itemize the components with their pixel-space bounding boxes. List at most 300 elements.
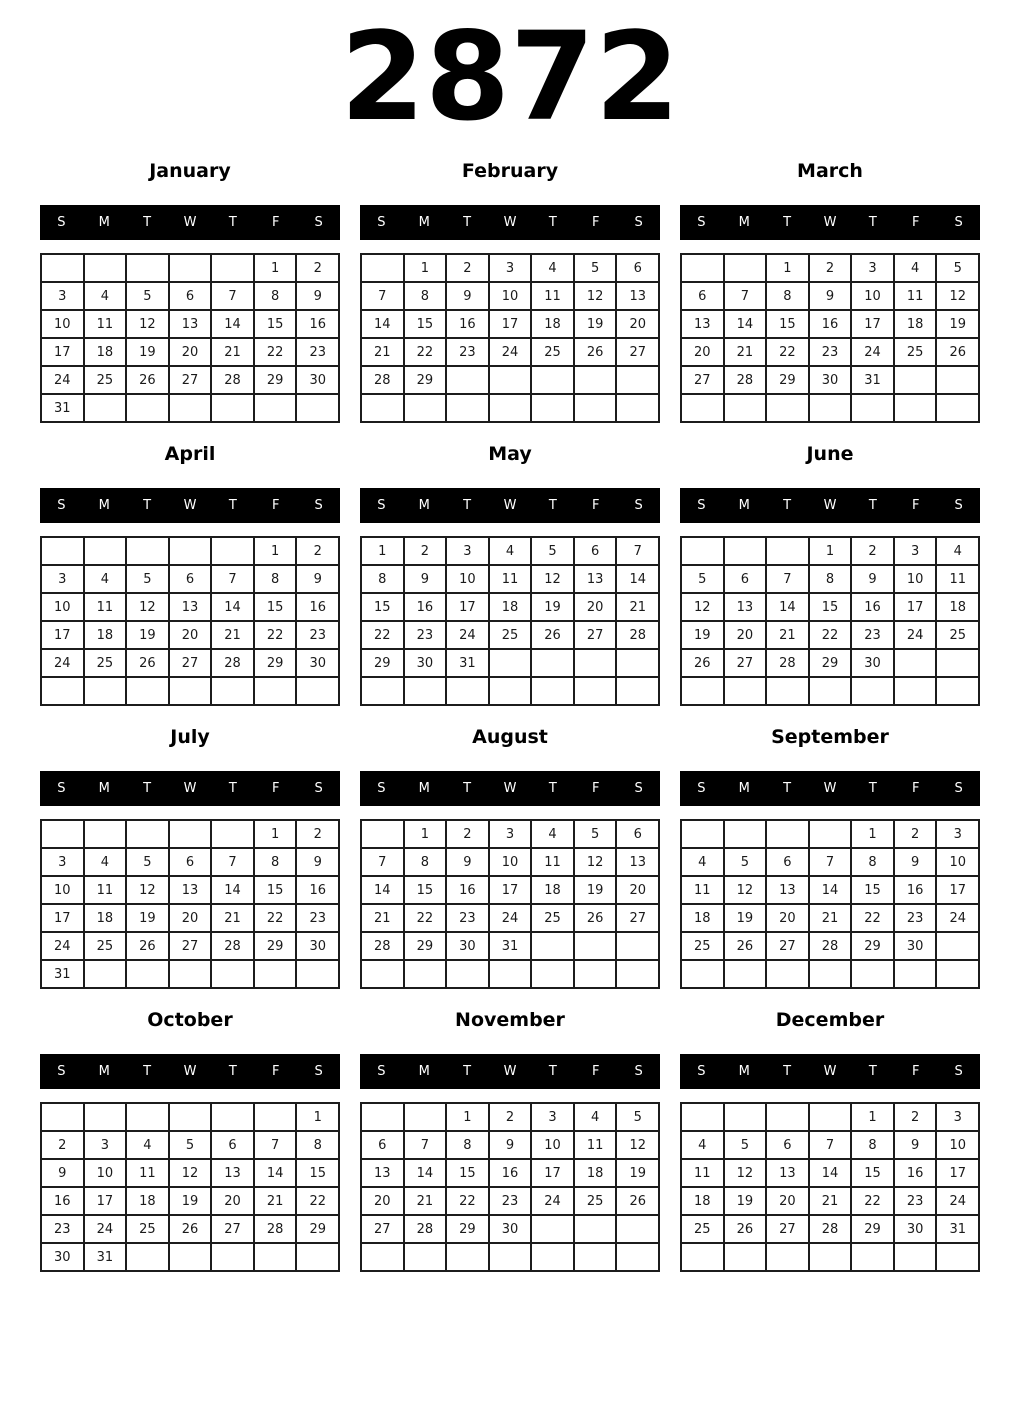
day-cell: 5 (937, 255, 978, 281)
day-cell: 12 (725, 1160, 766, 1186)
day-cell: 17 (532, 1160, 573, 1186)
day-cell: 16 (297, 311, 338, 337)
weekday-label: M (98, 498, 110, 513)
day-cell: 8 (767, 283, 808, 309)
empty-cell (767, 678, 808, 704)
day-cell: 2 (447, 821, 488, 847)
day-cell: 23 (490, 1188, 531, 1214)
day-cell: 10 (85, 1160, 126, 1186)
day-cell: 22 (255, 905, 296, 931)
weekday-label: F (911, 781, 920, 796)
day-cell: 22 (255, 622, 296, 648)
empty-cell (575, 650, 616, 676)
day-cell: 9 (490, 1132, 531, 1158)
weekday-label: T (463, 1064, 472, 1079)
empty-cell (85, 255, 126, 281)
day-cell: 8 (255, 849, 296, 875)
day-cell: 14 (405, 1160, 446, 1186)
weekday-label: S (634, 1064, 643, 1079)
day-cell: 15 (297, 1160, 338, 1186)
day-cell: 5 (575, 821, 616, 847)
day-cell: 14 (212, 311, 253, 337)
day-cell: 20 (362, 1188, 403, 1214)
empty-cell (682, 255, 723, 281)
empty-cell (682, 1244, 723, 1270)
empty-cell (170, 1104, 211, 1130)
month-grid (360, 253, 660, 423)
weekday-label: F (591, 215, 600, 230)
day-cell: 8 (447, 1132, 488, 1158)
day-cell: 15 (767, 311, 808, 337)
empty-cell (85, 395, 126, 421)
day-cell: 6 (617, 821, 658, 847)
empty-cell (617, 1244, 658, 1270)
weekday-label: S (57, 1064, 66, 1079)
weekday-label: M (418, 1064, 430, 1079)
month-title: April (164, 443, 216, 465)
empty-cell (297, 678, 338, 704)
day-cell: 23 (297, 339, 338, 365)
day-cell: 4 (85, 283, 126, 309)
weekday-label: M (418, 781, 430, 796)
day-cell: 14 (725, 311, 766, 337)
day-cell: 6 (170, 849, 211, 875)
empty-cell (767, 961, 808, 987)
day-cell: 5 (170, 1132, 211, 1158)
day-cell: 7 (405, 1132, 446, 1158)
day-cell: 9 (297, 566, 338, 592)
empty-cell (490, 650, 531, 676)
day-cell: 3 (85, 1132, 126, 1158)
weekday-label: T (143, 1064, 152, 1079)
day-cell: 18 (85, 339, 126, 365)
day-cell: 13 (682, 311, 723, 337)
empty-cell (937, 1244, 978, 1270)
day-cell: 9 (42, 1160, 83, 1186)
empty-cell (767, 821, 808, 847)
empty-cell (127, 961, 168, 987)
day-cell: 7 (212, 283, 253, 309)
day-cell: 29 (447, 1216, 488, 1242)
day-cell: 2 (895, 821, 936, 847)
day-cell: 31 (42, 395, 83, 421)
day-cell: 28 (725, 367, 766, 393)
day-cell: 22 (362, 622, 403, 648)
weekday-header (40, 771, 340, 806)
weekday-label: F (591, 498, 600, 513)
empty-cell (725, 538, 766, 564)
day-cell: 29 (405, 367, 446, 393)
empty-cell (852, 678, 893, 704)
empty-cell (212, 1104, 253, 1130)
day-cell: 26 (575, 339, 616, 365)
empty-cell (405, 395, 446, 421)
month-title: May (488, 443, 532, 465)
day-cell: 3 (490, 821, 531, 847)
weekday-label: S (377, 498, 386, 513)
empty-cell (810, 1104, 851, 1130)
weekday-label: S (377, 215, 386, 230)
weekday-label: S (697, 781, 706, 796)
day-cell: 19 (127, 905, 168, 931)
empty-cell (617, 678, 658, 704)
day-cell: 24 (937, 1188, 978, 1214)
day-cell: 11 (532, 849, 573, 875)
day-cell: 27 (212, 1216, 253, 1242)
day-cell: 7 (810, 849, 851, 875)
month-title: March (797, 160, 863, 182)
empty-cell (617, 961, 658, 987)
weekday-label: S (57, 215, 66, 230)
empty-cell (405, 961, 446, 987)
day-cell: 29 (255, 933, 296, 959)
weekday-header (40, 205, 340, 240)
day-cell: 20 (767, 1188, 808, 1214)
empty-cell (575, 1216, 616, 1242)
day-cell: 15 (255, 311, 296, 337)
months-grid (0, 140, 1020, 1272)
empty-cell (127, 538, 168, 564)
weekday-label: T (783, 498, 792, 513)
empty-cell (255, 961, 296, 987)
empty-cell (127, 678, 168, 704)
weekday-label: M (738, 215, 750, 230)
day-cell: 7 (810, 1132, 851, 1158)
month-block (360, 989, 660, 1272)
weekday-label: T (143, 215, 152, 230)
empty-cell (937, 933, 978, 959)
day-cell: 9 (447, 849, 488, 875)
empty-cell (490, 395, 531, 421)
weekday-label: W (823, 1064, 837, 1079)
day-cell: 25 (895, 339, 936, 365)
empty-cell (490, 961, 531, 987)
weekday-label: T (548, 215, 557, 230)
empty-cell (895, 367, 936, 393)
day-cell: 22 (405, 905, 446, 931)
day-cell: 17 (42, 622, 83, 648)
empty-cell (575, 367, 616, 393)
day-cell: 12 (127, 594, 168, 620)
day-cell: 25 (532, 339, 573, 365)
day-cell: 18 (85, 622, 126, 648)
day-cell: 23 (405, 622, 446, 648)
empty-cell (575, 678, 616, 704)
day-cell: 8 (297, 1132, 338, 1158)
empty-cell (617, 1216, 658, 1242)
day-cell: 30 (447, 933, 488, 959)
day-cell: 12 (575, 283, 616, 309)
day-cell: 13 (170, 877, 211, 903)
day-cell: 31 (490, 933, 531, 959)
day-cell: 19 (575, 877, 616, 903)
day-cell: 25 (532, 905, 573, 931)
empty-cell (852, 961, 893, 987)
day-cell: 7 (767, 566, 808, 592)
day-cell: 24 (42, 650, 83, 676)
day-cell: 28 (810, 1216, 851, 1242)
empty-cell (725, 1244, 766, 1270)
day-cell: 16 (447, 311, 488, 337)
empty-cell (617, 395, 658, 421)
weekday-label: T (463, 781, 472, 796)
day-cell: 24 (42, 367, 83, 393)
weekday-label: T (868, 1064, 877, 1079)
day-cell: 22 (852, 905, 893, 931)
weekday-label: T (783, 1064, 792, 1079)
day-cell: 14 (362, 311, 403, 337)
day-cell: 13 (767, 1160, 808, 1186)
day-cell: 17 (447, 594, 488, 620)
day-cell: 24 (937, 905, 978, 931)
day-cell: 3 (42, 849, 83, 875)
weekday-label: M (98, 215, 110, 230)
day-cell: 17 (852, 311, 893, 337)
day-cell: 11 (682, 1160, 723, 1186)
day-cell: 2 (895, 1104, 936, 1130)
day-cell: 2 (297, 538, 338, 564)
day-cell: 8 (852, 1132, 893, 1158)
month-grid (40, 819, 340, 989)
weekday-label: S (954, 781, 963, 796)
weekday-label: W (503, 1064, 517, 1079)
day-cell: 21 (617, 594, 658, 620)
day-cell: 26 (617, 1188, 658, 1214)
day-cell: 27 (767, 933, 808, 959)
month-title: February (461, 160, 559, 182)
day-cell: 6 (170, 283, 211, 309)
day-cell: 16 (297, 877, 338, 903)
month-title: July (170, 726, 210, 748)
day-cell: 17 (937, 1160, 978, 1186)
day-cell: 6 (212, 1132, 253, 1158)
day-cell: 25 (85, 933, 126, 959)
weekday-label: W (183, 1064, 197, 1079)
day-cell: 11 (85, 877, 126, 903)
day-cell: 21 (212, 905, 253, 931)
weekday-header (40, 1054, 340, 1089)
day-cell: 14 (362, 877, 403, 903)
month-block (680, 140, 980, 423)
empty-cell (447, 395, 488, 421)
empty-cell (725, 821, 766, 847)
day-cell: 11 (937, 566, 978, 592)
month-title: June (806, 443, 854, 465)
empty-cell (490, 1244, 531, 1270)
weekday-label: S (314, 215, 323, 230)
day-cell: 6 (767, 849, 808, 875)
day-cell: 5 (575, 255, 616, 281)
empty-cell (725, 395, 766, 421)
day-cell: 3 (937, 821, 978, 847)
weekday-label: W (183, 781, 197, 796)
empty-cell (810, 678, 851, 704)
empty-cell (682, 1104, 723, 1130)
day-cell: 2 (42, 1132, 83, 1158)
day-cell: 30 (297, 367, 338, 393)
day-cell: 12 (127, 311, 168, 337)
day-cell: 28 (212, 933, 253, 959)
day-cell: 1 (255, 821, 296, 847)
day-cell: 4 (490, 538, 531, 564)
day-cell: 24 (852, 339, 893, 365)
weekday-label: F (591, 781, 600, 796)
empty-cell (170, 1244, 211, 1270)
day-cell: 26 (575, 905, 616, 931)
empty-cell (810, 821, 851, 847)
day-cell: 30 (297, 933, 338, 959)
day-cell: 10 (532, 1132, 573, 1158)
day-cell: 6 (682, 283, 723, 309)
empty-cell (447, 961, 488, 987)
day-cell: 23 (447, 339, 488, 365)
day-cell: 17 (895, 594, 936, 620)
month-block (360, 423, 660, 706)
day-cell: 5 (532, 538, 573, 564)
day-cell: 3 (937, 1104, 978, 1130)
month-title: October (147, 1009, 233, 1031)
empty-cell (85, 678, 126, 704)
day-cell: 27 (575, 622, 616, 648)
day-cell: 23 (810, 339, 851, 365)
weekday-label: S (634, 498, 643, 513)
month-grid (680, 1102, 980, 1272)
day-cell: 27 (725, 650, 766, 676)
month-block (360, 140, 660, 423)
day-cell: 14 (617, 566, 658, 592)
day-cell: 29 (810, 650, 851, 676)
weekday-label: M (98, 781, 110, 796)
empty-cell (212, 961, 253, 987)
day-cell: 10 (852, 283, 893, 309)
day-cell: 13 (362, 1160, 403, 1186)
day-cell: 14 (255, 1160, 296, 1186)
empty-cell (725, 255, 766, 281)
empty-cell (170, 255, 211, 281)
day-cell: 4 (127, 1132, 168, 1158)
weekday-label: T (548, 498, 557, 513)
day-cell: 6 (617, 255, 658, 281)
empty-cell (725, 678, 766, 704)
day-cell: 12 (575, 849, 616, 875)
day-cell: 5 (725, 849, 766, 875)
day-cell: 27 (767, 1216, 808, 1242)
empty-cell (895, 1244, 936, 1270)
day-cell: 14 (810, 877, 851, 903)
day-cell: 5 (725, 1132, 766, 1158)
day-cell: 29 (852, 1216, 893, 1242)
day-cell: 19 (127, 622, 168, 648)
day-cell: 26 (127, 933, 168, 959)
day-cell: 20 (575, 594, 616, 620)
weekday-label: M (98, 1064, 110, 1079)
day-cell: 5 (682, 566, 723, 592)
empty-cell (212, 821, 253, 847)
empty-cell (532, 395, 573, 421)
day-cell: 12 (725, 877, 766, 903)
day-cell: 11 (682, 877, 723, 903)
empty-cell (617, 650, 658, 676)
empty-cell (767, 395, 808, 421)
day-cell: 18 (682, 1188, 723, 1214)
day-cell: 27 (170, 933, 211, 959)
day-cell: 17 (490, 877, 531, 903)
weekday-label: S (57, 781, 66, 796)
day-cell: 1 (810, 538, 851, 564)
empty-cell (255, 395, 296, 421)
day-cell: 22 (297, 1188, 338, 1214)
weekday-label: W (183, 215, 197, 230)
day-cell: 9 (297, 849, 338, 875)
day-cell: 15 (405, 877, 446, 903)
day-cell: 12 (937, 283, 978, 309)
day-cell: 13 (617, 849, 658, 875)
day-cell: 22 (852, 1188, 893, 1214)
day-cell: 18 (127, 1188, 168, 1214)
month-grid (680, 536, 980, 706)
day-cell: 22 (767, 339, 808, 365)
day-cell: 30 (895, 1216, 936, 1242)
day-cell: 1 (362, 538, 403, 564)
day-cell: 30 (490, 1216, 531, 1242)
day-cell: 21 (362, 339, 403, 365)
weekday-label: F (271, 781, 280, 796)
day-cell: 7 (617, 538, 658, 564)
empty-cell (170, 538, 211, 564)
day-cell: 2 (490, 1104, 531, 1130)
day-cell: 21 (212, 622, 253, 648)
day-cell: 25 (682, 1216, 723, 1242)
empty-cell (767, 1244, 808, 1270)
day-cell: 24 (895, 622, 936, 648)
day-cell: 14 (810, 1160, 851, 1186)
day-cell: 27 (617, 339, 658, 365)
weekday-label: F (911, 215, 920, 230)
weekday-header (680, 1054, 980, 1089)
day-cell: 2 (447, 255, 488, 281)
empty-cell (575, 961, 616, 987)
day-cell: 10 (42, 594, 83, 620)
day-cell: 20 (170, 905, 211, 931)
day-cell: 4 (532, 821, 573, 847)
day-cell: 15 (852, 1160, 893, 1186)
day-cell: 15 (362, 594, 403, 620)
day-cell: 27 (362, 1216, 403, 1242)
empty-cell (212, 538, 253, 564)
weekday-header (680, 488, 980, 523)
weekday-label: F (911, 498, 920, 513)
day-cell: 23 (447, 905, 488, 931)
day-cell: 4 (575, 1104, 616, 1130)
weekday-label: T (868, 781, 877, 796)
day-cell: 16 (297, 594, 338, 620)
empty-cell (362, 678, 403, 704)
day-cell: 3 (490, 255, 531, 281)
day-cell: 25 (490, 622, 531, 648)
day-cell: 16 (852, 594, 893, 620)
day-cell: 19 (575, 311, 616, 337)
weekday-header (360, 1054, 660, 1089)
day-cell: 15 (255, 877, 296, 903)
day-cell: 29 (255, 650, 296, 676)
weekday-label: T (228, 215, 237, 230)
day-cell: 3 (42, 283, 83, 309)
weekday-label: T (228, 781, 237, 796)
weekday-label: S (634, 781, 643, 796)
day-cell: 11 (85, 594, 126, 620)
day-cell: 30 (405, 650, 446, 676)
empty-cell (127, 395, 168, 421)
